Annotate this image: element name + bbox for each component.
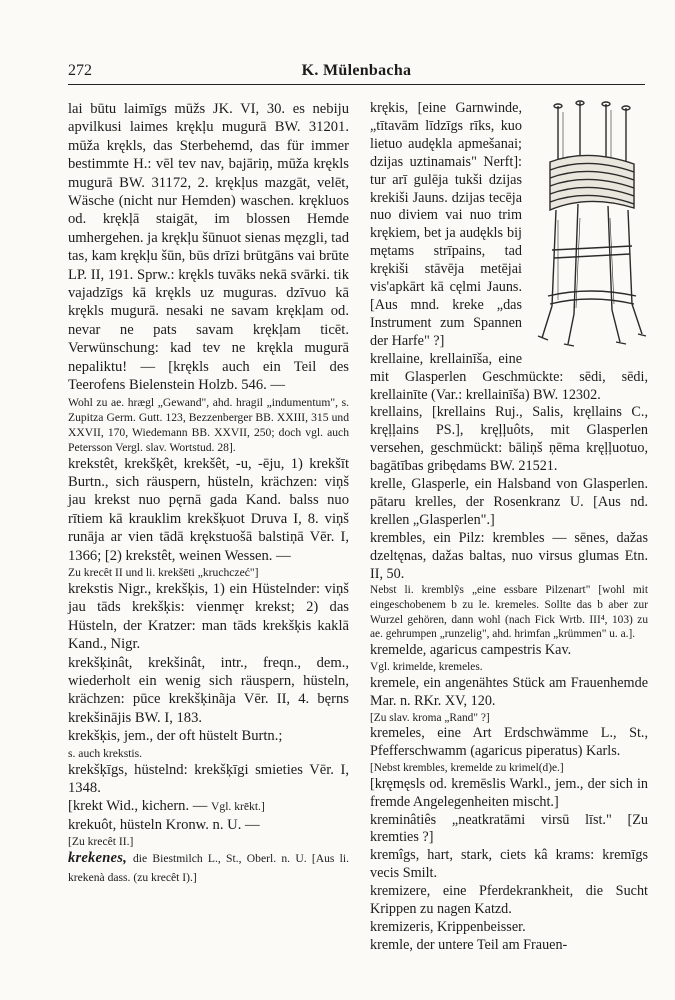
- running-head: K. Mülenbacha: [301, 62, 412, 79]
- entry-krekt: [krekt Wid., kichern. — Vgl. krēkt.]: [68, 798, 265, 815]
- entry-kremele: kremele, ein angenähtes Stück am Frauenhemde Mar. n. RKr. XV, 120.: [370, 674, 648, 709]
- entry-kremelde-note: Vgl. krimelde, kremeles.: [370, 661, 483, 674]
- entry-krekis: krękis, [eine Garnwinde, „tītavām līdzīgs rīks, kuo lietuo audękla apmešanai; dzijas uztinamais" Nerft]: tur arī gulēja tukši dzijas krekiši Jauns. dzijas tecēja nuo diviem vai nuo trim krękiem, bet ja audękls bij mętams strīpains, tad krękiši stāvēja metējai vis'apkārt kā cęlmi Jauns. [Aus mnd. kreke „das Instrument zum Spannen der Harfe" ?]: [370, 100, 522, 349]
- entry-kreksigs: krekšķīgs, hüstelnd: krekšķīgi smieties Vēr. I, 1348.: [68, 761, 349, 796]
- entry-kremeles: kremeles, eine Art Erdschwämme L., St., Pfefferschwamm (agaricus piperatus) Karls.: [370, 725, 648, 760]
- left-column: [68, 100, 349, 886]
- entry-kreksinat: krekšķinât, krekšinât, intr., freqn., dem., wiederholt ein wenig sich räuspern, hüsteln, krächzen: pūce krekšķinãja Vēr. II, 4. bęrns krekšinājis BW. I, 183.: [68, 654, 349, 726]
- entry-kremle: kremle, der untere Teil am Frauen-: [370, 936, 568, 953]
- entry-kreksis: krekšķis, jem., der oft hüstelt Burtn.;: [68, 728, 283, 745]
- entry-kremesls: [kręmęsls od. kremēslis Warkl., jem., der sich in fremde Angelegenheiten mischt.]: [370, 775, 648, 810]
- entry-krelle: krelle, Glasperle, ein Halsband von Glasperlen. pātaru krelles, der Rosenkranz U. [Aus nd. krellen „Glasperlen".]: [370, 476, 648, 528]
- etymology-note: Wohl zu ae. hrægl „Gewand", ahd. hragil „indumentum", s. Zupitza Germ. Gutt. 123, Bezzenberger BB. XXIII, 315 und XXVII, 170, Wiedemann BB. XXVII, 250; doch vgl. auch Petersson Vergl. slav. Wortstud. 28].: [68, 395, 349, 454]
- entry-krembles-note: Nebst li. kremblỹs „eine essbare Pilzenart" [wohl mit eingeschobenem b zu le. kremeles. Sollte das b aber zur Wurzel gehören, dann wohl (nach Fick Wrtb. III⁴, 103) zu ae. gehrumpen „runzelig", ahd. hrimfan „krümmen" u. a.].: [370, 584, 648, 641]
- entry-kremele-note: [Zu slav. kroma „Rand" ?]: [370, 711, 490, 724]
- entry-kremizere: kremizere, eine Pferdekrankheit, die Sucht Krippen zu nagen Katzd.: [370, 883, 648, 918]
- yarn-winder-illustration: [528, 100, 648, 348]
- page-number: 272: [68, 62, 92, 79]
- entry-kreklis-continued: lai būtu laimīgs mūžs JK. VI, 30. es nebiju apvilkusi laimes krękļu mugurā BW. 31201. mūža krękls, das Sterbehemd, das für immer bestimmte H.: vēl tev nav, bajāriņ, mūža krękls mugurā BW. 31172, 2. krękļus mazgāt, velēt, Wäsche (nicht nur Hemden) waschen. krękluos od. krękļā staigāt, im blossen Hemde umhergehen. ja krękļu šūnuot sienas męzgli, tad tas, kam krękļu šūn, būs drīzi brūtgāns vai brūte LP. II, 191. Sprw.: krękls tuvāks nekā svārki. tik vajadzīgs kā krękls uz muguras. dzīvuo kā krękls mugurā. nesaki ne savam krękļam od. nevar ne pats savam krękļam ticēt. Verwünschung: kad tev ne krękla mugurā nepaliktu! — [krękls auch ein Teil des Teerofens Bielenstein Holzb. 546. —: [68, 101, 349, 394]
- entry-krellaine: krellaine, krellainīša, eine mit Glasperlen Geschmückte: sēdi, sēdi, krellainīte (Var.: krellainīša) BW. 12302.: [370, 350, 648, 403]
- right-column: [370, 100, 648, 955]
- entry-krekuot: krekuôt, hüsteln Kronw. n. U. —: [68, 816, 260, 833]
- entry-krekenes: krekenes, die Biestmilch L., St., Oberl. n. U. [Aus li. krekenà dass. (zu krecêt I).]: [68, 850, 350, 884]
- entry-kreksis-note: s. auch krekstis.: [68, 746, 143, 760]
- entry-krembles: krembles, ein Pilz: krembles — sēnes, dažas dzeltęnas, dažas baltas, nuo virsus glumas Etn. II, 50.: [370, 529, 648, 582]
- entry-kremizeris: kremizeris, Krippenbeisser.: [370, 918, 526, 935]
- entry-krekstet-note: Zu krecêt II und li. krekšēti „kruchczeć"]: [68, 565, 259, 579]
- entry-kremelde: kremelde, agaricus campestris Kav.: [370, 642, 572, 659]
- entry-krekstis: krekstis Nigr., krekšķis, 1) ein Hüstelnder: viņš jau tāds krekšķis: vienmęr krekst; 2) das Hüsteln, der Kratzer: man tāds krekšķis kaklā Kand., Nigr.: [68, 580, 349, 653]
- entry-krekuot-note: [Zu krecêt II.]: [68, 835, 134, 849]
- yarn-winder-drawing: [528, 100, 648, 348]
- entry-krellains: krellains, [krellains Ruj., Salis, kręllains C., kręļļains PS.], kręļļuôts, mit Glasperlen versehen, geschmückt: bāliņš ņēma kręļļuotuo, bagātības gribędams BW. 21521.: [370, 404, 648, 475]
- entry-kremeles-note: [Nebst krembles, kremelde zu krimel(d)e.]: [370, 762, 564, 775]
- entry-kremigs: kremîgs, hart, stark, ciets kâ krams: kremīgs vecis Smilt.: [370, 847, 648, 882]
- entry-kreminaties: kreminâtiês „neatkratāmi virsū līst." [Zu kremties ?]: [370, 811, 648, 846]
- page-header: [68, 58, 645, 85]
- entry-krekstet: krekstêt, krekšķêt, krekšêt, -u, -ēju, 1) krekšīt Burtn., sich räuspern, hüsteln, krächzen: viņš jau krekst nuo pęrnā gada Kand. balss nuo rītiem kā krauklim krekšķuot Druva I, 8. viņš runāja ar vien tādā krękstuošā balstiņā Vēr. I, 1366; [2) krekstêt, weinen Wessen. —: [68, 455, 349, 564]
